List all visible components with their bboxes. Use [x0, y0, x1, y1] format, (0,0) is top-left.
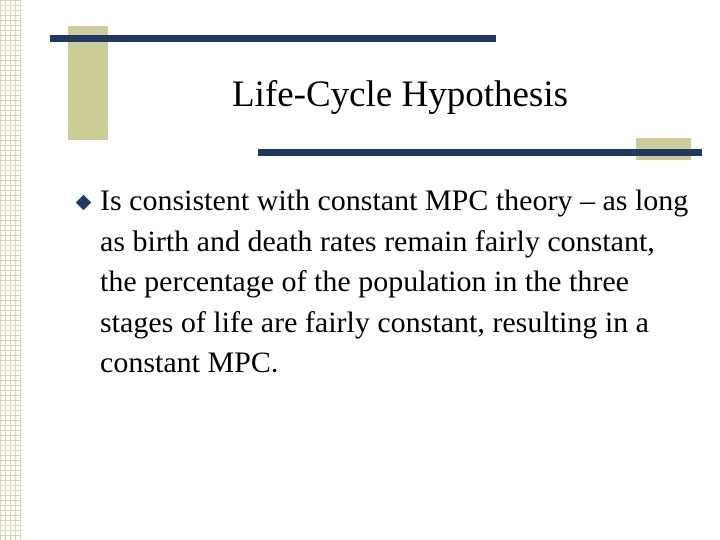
navy-rule-bottom	[258, 149, 702, 156]
diamond-bullet-icon	[76, 195, 92, 211]
tan-accent-block-top	[68, 26, 108, 140]
slide-title: Life-Cycle Hypothesis	[232, 74, 568, 115]
grid-pattern-decoration	[0, 0, 22, 540]
bullet-text: Is consistent with constant MPC theory – as long as birth and death rates remain fairly constant, the percentage of the population in the three stages of life are fairly constant, resulting in a constant MPC.	[100, 184, 689, 379]
navy-rule-top	[50, 35, 496, 42]
bullet-list-item	[78, 181, 690, 384]
